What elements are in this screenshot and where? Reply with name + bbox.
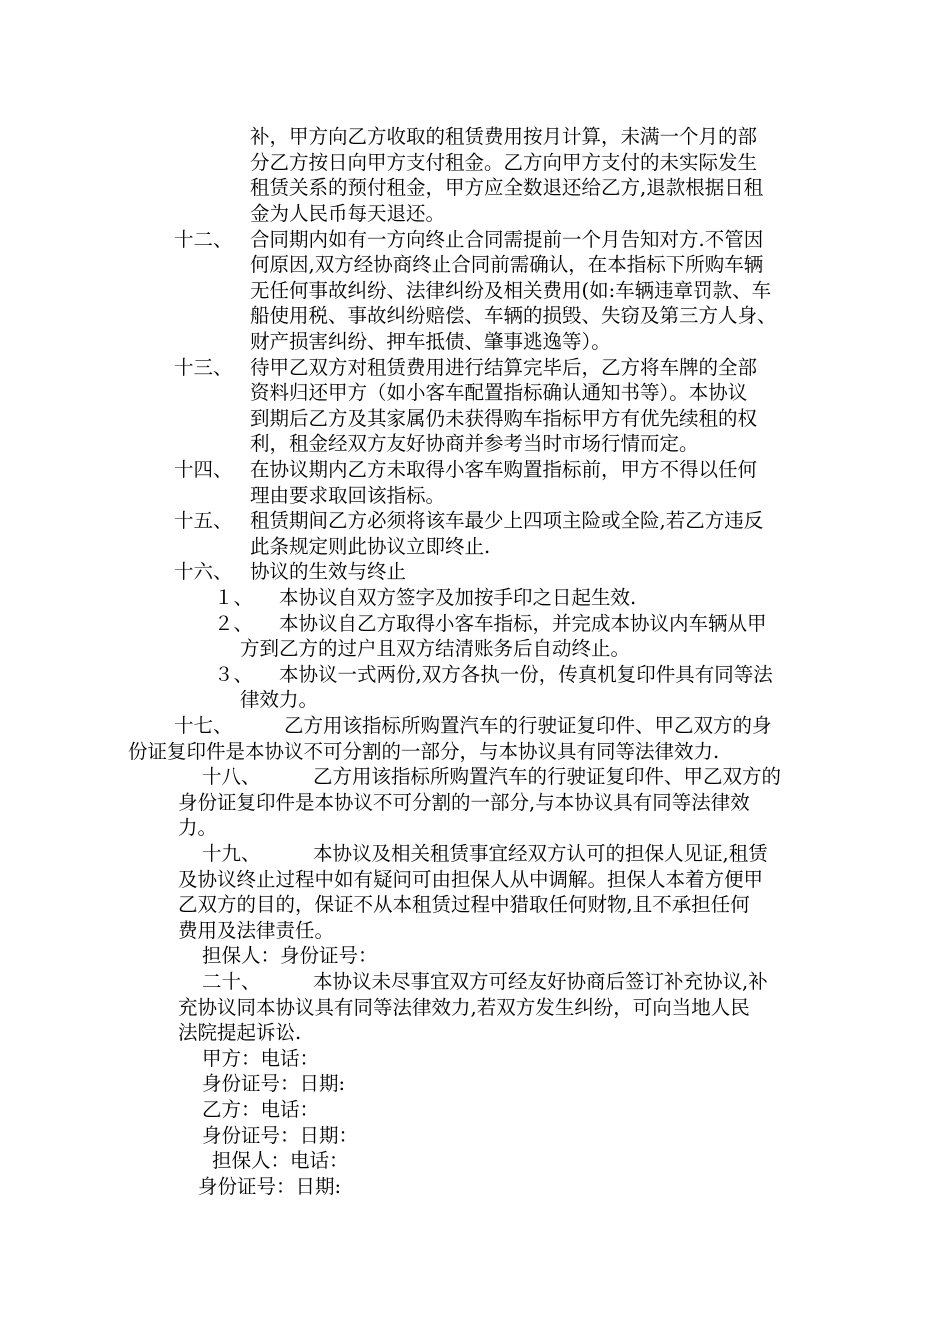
party-a-id-date: 身份证号：日期: <box>202 1072 346 1095</box>
text-line: 财产损害纠纷、押车抵债、肇事逃逸等）。 <box>250 330 611 353</box>
text-line: 分乙方按日向甲方支付租金。乙方向甲方支付的未实际发生 <box>250 151 758 174</box>
text-line: 租赁期间乙方必须将该车最少上四项主险或全险,若乙方违反 <box>250 509 764 532</box>
text-line: 何原因,双方经协商终止合同前需确认，在本指标下所购车辆 <box>250 253 764 276</box>
text-line: 乙方用该指标所购置汽车的行驶证复印件、甲乙双方的身 <box>284 714 772 737</box>
text-line: 本协议及相关租赁事宜经双方认可的担保人见证,租赁 <box>313 842 768 865</box>
party-a-phone: 甲方：电话： <box>202 1047 320 1070</box>
text-line: 份证复印件是本协议不可分割的一部分，与本协议具有同等法律效力. <box>128 740 720 763</box>
clause-number: 十四、 <box>174 458 233 481</box>
text-line: 无任何事故纠纷、法律纠纷及相关费用(如:车辆违章罚款、车 <box>250 279 772 302</box>
clause-number: 十三、 <box>174 356 233 379</box>
text-line: 乙方用该指标所购置汽车的行驶证复印件、甲乙双方的 <box>313 765 782 788</box>
text-line: 理由要求取回该指标。 <box>250 484 446 507</box>
clause-number: 十五、 <box>174 509 233 532</box>
clause-number: 十七、 <box>174 714 233 737</box>
section-heading: 协议的生效与终止 <box>250 560 407 583</box>
guarantor-phone: 担保人：电话： <box>212 1149 349 1172</box>
text-line: 方到乙方的过户且双方结清账务后自动终止。 <box>240 637 631 660</box>
text-line: 到期后乙方及其家属仍未获得购车指标甲方有优先续租的权 <box>250 407 758 430</box>
text-line: 本协议未尽事宜双方可经友好协商后签订补充协议,补 <box>313 970 768 993</box>
text-line: 身份证复印件是本协议不可分割的一部分,与本协议具有同等法律效 <box>178 791 750 814</box>
item-number: ３、 <box>214 663 254 686</box>
party-b-phone: 乙方：电话： <box>202 1098 320 1121</box>
clause-number: 十九、 <box>202 842 261 865</box>
text-line: 本协议自乙方取得小客车指标，并完成本协议内车辆从甲 <box>279 612 767 635</box>
guarantor-line: 担保人：身份证号： <box>202 944 378 967</box>
text-line: 在协议期内乙方未取得小客车购置指标前，甲方不得以任何 <box>250 458 758 481</box>
text-line: 费用及法律责任。 <box>178 919 335 942</box>
clause-number: 十二、 <box>174 228 233 251</box>
text-line: 金为人民币每天退还。 <box>250 202 446 225</box>
text-line: 船使用税、事故纠纷赔偿、车辆的损毁、失窃及第三方人身、 <box>250 304 777 327</box>
text-line: 待甲乙双方对租赁费用进行结算完毕后，乙方将车牌的全部 <box>250 356 758 379</box>
clause-number: 十六、 <box>174 560 233 583</box>
text-line: 补，甲方向乙方收取的租赁费用按月计算，未满一个月的部 <box>250 125 758 148</box>
text-line: 力。 <box>178 816 218 839</box>
text-line: 利，租金经双方友好协商并参考当时市场行情而定。 <box>250 432 699 455</box>
text-line: 乙双方的目的，保证不从本租赁过程中猎取任何财物,且不承担任何 <box>178 893 750 916</box>
clause-number: 二十、 <box>202 970 261 993</box>
text-line: 此条规定则此协议立即终止. <box>250 535 491 558</box>
party-b-id-date: 身份证号：日期： <box>202 1124 359 1147</box>
text-line: 资料归还甲方（如小客车配置指标确认通知书等）。本协议 <box>250 381 748 404</box>
text-line: 及协议终止过程中如有疑问可由担保人从中调解。担保人本着方便甲 <box>178 868 764 891</box>
text-line: 本协议自双方签字及加按手印之日起生效. <box>279 586 637 609</box>
text-line: 律效力。 <box>240 688 319 711</box>
item-number: ２、 <box>214 612 254 635</box>
text-line: 合同期内如有一方向终止合同需提前一个月告知对方.不管因 <box>250 228 764 251</box>
clause-number: 十八、 <box>202 765 261 788</box>
item-number: １、 <box>214 586 254 609</box>
text-line: 法院提起诉讼. <box>178 1021 302 1044</box>
text-line: 租赁关系的预付租金，甲方应全数退还给乙方,退款根据日租 <box>250 176 764 199</box>
guarantor-id-date: 身份证号：日期: <box>198 1175 342 1198</box>
text-line: 充协议同本协议具有同等法律效力,若双方发生纠纷，可向当地人民 <box>178 996 750 1019</box>
text-line: 本协议一式两份,双方各执一份，传真机复印件具有同等法 <box>279 663 773 686</box>
